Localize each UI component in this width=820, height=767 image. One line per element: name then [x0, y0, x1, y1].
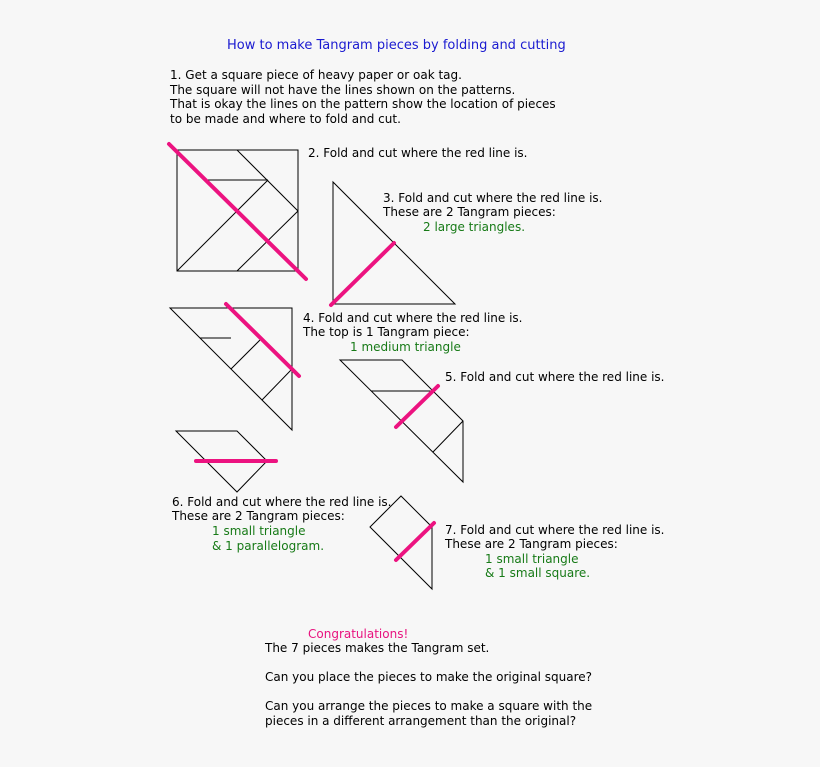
ending-question2-line2: pieces in a different arrangement than the original? — [265, 714, 577, 728]
pattern-line — [262, 369, 292, 400]
step6-pieces: These are 2 Tangram pieces: — [172, 509, 345, 523]
step4-triangle — [170, 304, 299, 430]
step6-shape — [176, 431, 276, 492]
step2-square-pattern — [169, 144, 306, 279]
pattern-line — [177, 211, 237, 271]
step7-result1: 1 small triangle — [485, 552, 579, 566]
step1-line4: to be made and where to fold and cut. — [170, 112, 401, 126]
cut-line — [396, 386, 438, 427]
step7-result2: & 1 small square. — [485, 566, 591, 580]
step1-line3: That is okay the lines on the pattern show the location of pieces — [170, 97, 556, 111]
step3-instruction: 3. Fold and cut where the red line is. — [383, 191, 603, 205]
step2-instruction: 2. Fold and cut where the red line is. — [308, 146, 528, 160]
ending-line1: The 7 pieces makes the Tangram set. — [265, 641, 490, 655]
step7-shape — [370, 496, 434, 589]
step5-trapezoid — [340, 360, 463, 482]
step6-result2: & 1 parallelogram. — [212, 539, 325, 553]
cut-line — [331, 243, 394, 305]
step6-result1: 1 small triangle — [212, 524, 306, 538]
step1-line2: The square will not have the lines shown on the patterns. — [170, 83, 516, 97]
cut-line — [396, 523, 434, 560]
congratulations-heading: Congratulations! — [308, 627, 409, 641]
page-title: How to make Tangram pieces by folding and cutting — [227, 38, 566, 53]
step6-instruction: 6. Fold and cut where the red line is. — [172, 495, 392, 509]
step3-pieces: These are 2 Tangram pieces: — [383, 205, 556, 219]
step4-pieces: The top is 1 Tangram piece: — [303, 325, 470, 339]
shape-outline — [370, 496, 432, 589]
step7-pieces: These are 2 Tangram pieces: — [445, 537, 618, 551]
step4-instruction: 4. Fold and cut where the red line is. — [303, 311, 523, 325]
ending-question1: Can you place the pieces to make the original square? — [265, 670, 593, 684]
step1-line1: 1. Get a square piece of heavy paper or oak tag. — [170, 68, 462, 82]
pattern-line — [231, 338, 262, 369]
step3-result: 2 large triangles. — [423, 220, 526, 234]
step7-instruction: 7. Fold and cut where the red line is. — [445, 523, 665, 537]
pattern-line — [237, 180, 268, 211]
step3-triangle — [331, 182, 455, 305]
step5-instruction: 5. Fold and cut where the red line is. — [445, 370, 665, 384]
pattern-line — [433, 421, 463, 452]
cut-line — [226, 304, 299, 376]
ending-question2-line1: Can you arrange the pieces to make a square with the — [265, 699, 593, 713]
step4-result: 1 medium triangle — [350, 340, 461, 354]
